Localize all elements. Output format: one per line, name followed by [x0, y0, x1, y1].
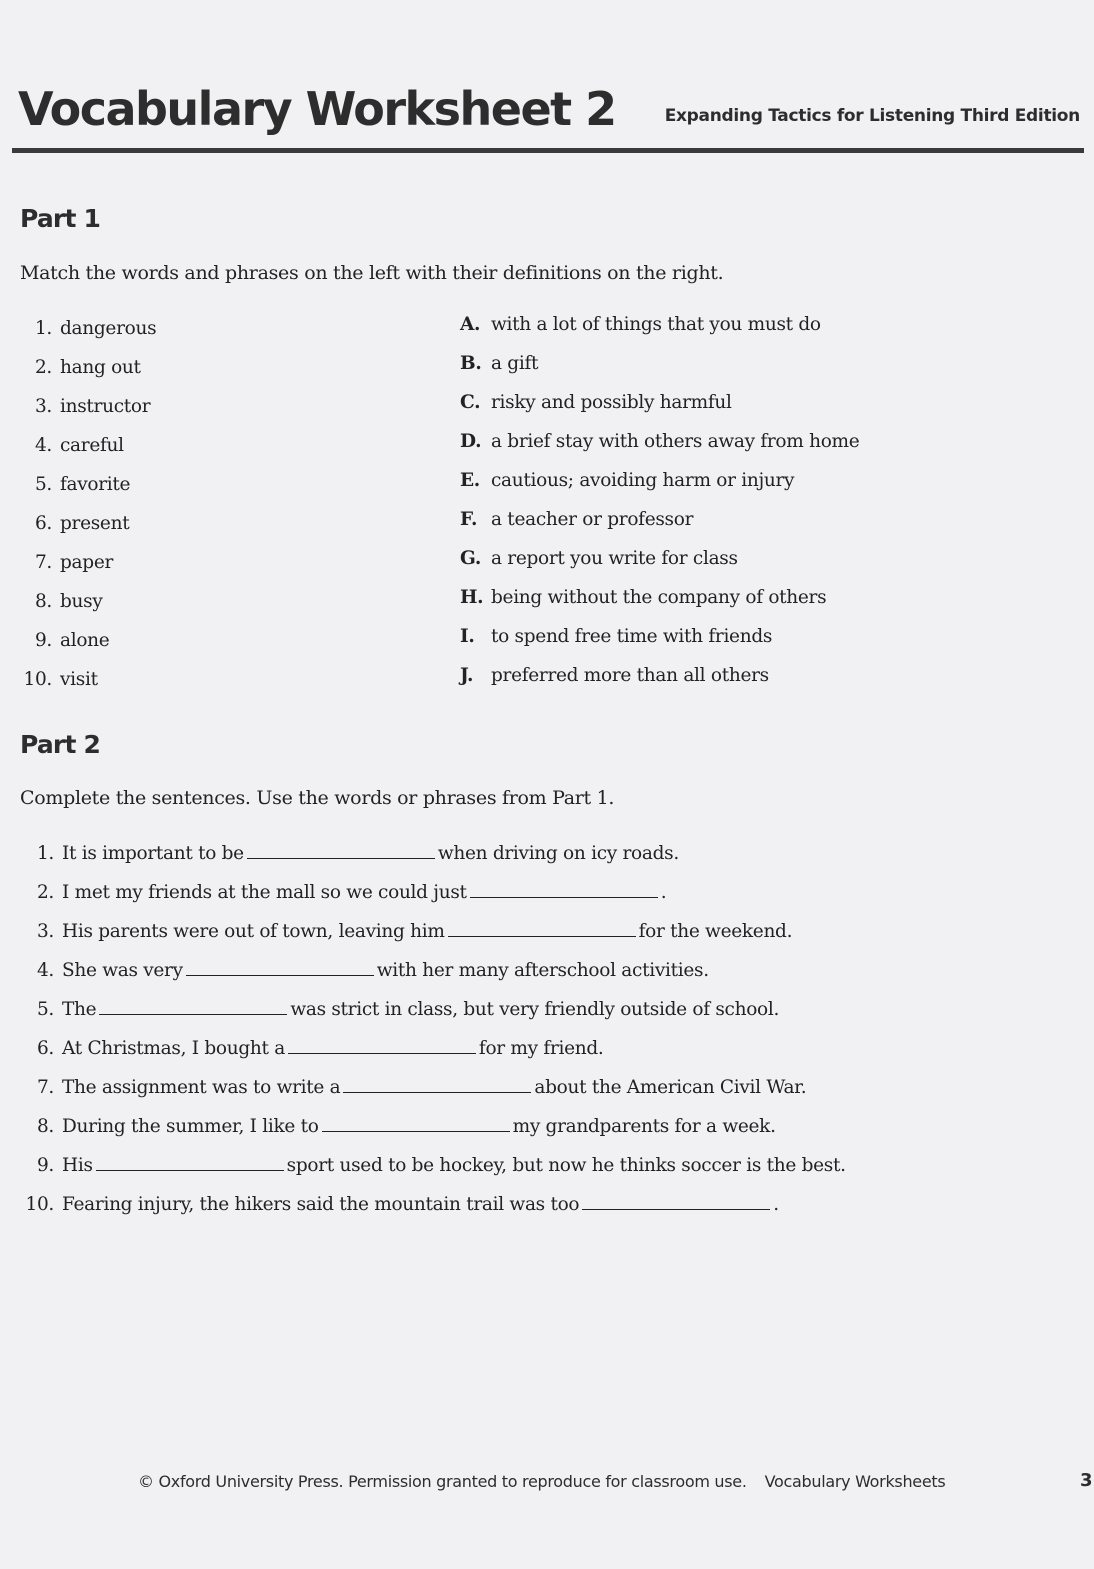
definition-text: with a lot of things that you must do: [491, 314, 821, 335]
item-number: 9.: [36, 1155, 54, 1176]
item-number: 5.: [36, 999, 54, 1020]
footer: [138, 1472, 945, 1491]
definition-item: [460, 469, 859, 508]
word-item: [20, 395, 156, 434]
definition-text: being without the company of others: [491, 587, 827, 608]
sentence-before: The assignment was to write a: [62, 1077, 341, 1098]
definition-text: cautious; avoiding harm or injury: [491, 470, 795, 491]
item-number: 4.: [36, 960, 54, 981]
sentence-before: His parents were out of town, leaving him: [62, 921, 445, 942]
item-letter: J.: [460, 665, 474, 686]
word-text: careful: [60, 435, 124, 456]
item-number: 4.: [34, 435, 52, 456]
word-item: [20, 434, 156, 473]
item-letter: G.: [460, 548, 481, 569]
word-item: [20, 356, 156, 395]
sentence-before: His: [62, 1155, 93, 1176]
word-list: [20, 317, 156, 707]
item-number: 2.: [36, 882, 54, 903]
word-text: present: [60, 513, 130, 534]
sentence-after: for my friend.: [478, 1038, 604, 1059]
word-text: paper: [60, 552, 114, 573]
item-number: 8.: [36, 1116, 54, 1137]
definition-text: a report you write for class: [491, 548, 738, 569]
item-number: 10.: [23, 669, 52, 690]
part2-heading: Part 2: [20, 730, 101, 759]
sentence-after: with her many afterschool activities.: [376, 960, 709, 981]
item-number: 7.: [34, 552, 52, 573]
definition-text: a brief stay with others away from home: [491, 431, 860, 452]
sentence-before: At Christmas, I bought a: [62, 1038, 285, 1059]
definition-item: [460, 430, 859, 469]
answer-blank[interactable]: [448, 918, 636, 937]
definition-text: a gift: [491, 353, 539, 374]
sentence-item: [22, 879, 846, 918]
sentence-after: was strict in class, but very friendly outside of school.: [290, 999, 780, 1020]
footer-label: Vocabulary Worksheets: [764, 1472, 946, 1491]
item-letter: F.: [460, 509, 478, 530]
word-text: busy: [60, 591, 103, 612]
answer-blank[interactable]: [582, 1191, 770, 1210]
answer-blank[interactable]: [288, 1035, 476, 1054]
item-letter: E.: [460, 470, 480, 491]
sentence-before: It is important to be: [62, 843, 244, 864]
definition-item: [460, 586, 859, 625]
item-letter: B.: [460, 353, 482, 374]
item-number: 6.: [36, 1038, 54, 1059]
definition-list: [460, 313, 859, 703]
definition-item: [460, 625, 859, 664]
word-item: [20, 317, 156, 356]
page-subtitle: Expanding Tactics for Listening Third Edition: [664, 106, 1080, 126]
item-number: 1.: [36, 843, 54, 864]
sentence-before: During the summer, I like to: [62, 1116, 319, 1137]
sentence-after: .: [773, 1194, 779, 1215]
answer-blank[interactable]: [247, 840, 435, 859]
item-letter: D.: [460, 431, 482, 452]
answer-blank[interactable]: [96, 1152, 284, 1171]
item-number: 8.: [34, 591, 52, 612]
item-letter: C.: [460, 392, 481, 413]
word-text: dangerous: [60, 318, 157, 339]
sentence-before: She was very: [62, 960, 183, 981]
definition-text: to spend free time with friends: [491, 626, 773, 647]
item-number: 1.: [34, 318, 52, 339]
sentence-item: [22, 1074, 846, 1113]
part1-instruction: Match the words and phrases on the left with their definitions on the right.: [20, 262, 724, 284]
item-number: 6.: [34, 513, 52, 534]
word-item: [20, 668, 156, 707]
sentence-item: [22, 1035, 846, 1074]
definition-item: [460, 313, 859, 352]
word-text: alone: [60, 630, 110, 651]
sentence-after: sport used to be hockey, but now he thinks soccer is the best.: [286, 1155, 846, 1176]
sentence-after: my grandparents for a week.: [512, 1116, 776, 1137]
definition-text: risky and possibly harmful: [491, 392, 732, 413]
header: [18, 82, 1084, 142]
definition-text: a teacher or professor: [491, 509, 694, 530]
definition-item: [460, 664, 859, 703]
word-text: hang out: [60, 357, 141, 378]
item-number: 9.: [34, 630, 52, 651]
sentence-before: I met my friends at the mall so we could just: [62, 882, 467, 903]
item-number: 5.: [34, 474, 52, 495]
item-number: 10.: [25, 1194, 54, 1215]
page-number: 3: [1080, 1470, 1093, 1491]
part2-instruction: Complete the sentences. Use the words or phrases from Part 1.: [20, 787, 615, 809]
sentence-after: for the weekend.: [638, 921, 793, 942]
word-item: [20, 590, 156, 629]
word-text: favorite: [60, 474, 131, 495]
definition-item: [460, 352, 859, 391]
answer-blank[interactable]: [470, 879, 658, 898]
sentence-before: Fearing injury, the hikers said the mountain trail was too: [62, 1194, 580, 1215]
item-number: 7.: [36, 1077, 54, 1098]
definition-item: [460, 391, 859, 430]
sentence-item: [22, 996, 846, 1035]
word-item: [20, 473, 156, 512]
definition-item: [460, 508, 859, 547]
answer-blank[interactable]: [99, 996, 287, 1015]
sentence-after: when driving on icy roads.: [437, 843, 679, 864]
item-number: 2.: [34, 357, 52, 378]
definition-item: [460, 547, 859, 586]
item-letter: A.: [460, 314, 481, 335]
item-letter: I.: [460, 626, 475, 647]
sentence-item: [22, 840, 846, 879]
sentence-after: .: [660, 882, 667, 903]
word-text: visit: [60, 669, 98, 690]
sentence-item: [22, 1113, 846, 1152]
copyright-text: © Oxford University Press. Permission granted to reproduce for classroom use.: [138, 1472, 747, 1491]
sentence-item: [22, 918, 846, 957]
item-number: 3.: [36, 921, 54, 942]
answer-blank[interactable]: [186, 957, 374, 976]
sentence-item: [22, 1152, 846, 1191]
item-letter: H.: [460, 587, 484, 608]
sentence-before: The: [62, 999, 97, 1020]
part1-heading: Part 1: [20, 204, 101, 233]
sentence-after: about the American Civil War.: [534, 1077, 807, 1098]
sentence-item: [22, 957, 846, 996]
word-item: [20, 512, 156, 551]
answer-blank[interactable]: [322, 1113, 510, 1132]
word-item: [20, 551, 156, 590]
item-number: 3.: [34, 396, 52, 417]
definition-text: preferred more than all others: [491, 665, 769, 686]
word-item: [20, 629, 156, 668]
sentence-list: [22, 840, 846, 1230]
page-title: Vocabulary Worksheet 2: [18, 82, 616, 136]
answer-blank[interactable]: [343, 1074, 531, 1093]
header-rule: [12, 148, 1084, 153]
word-text: instructor: [60, 396, 151, 417]
sentence-item: [22, 1191, 846, 1230]
